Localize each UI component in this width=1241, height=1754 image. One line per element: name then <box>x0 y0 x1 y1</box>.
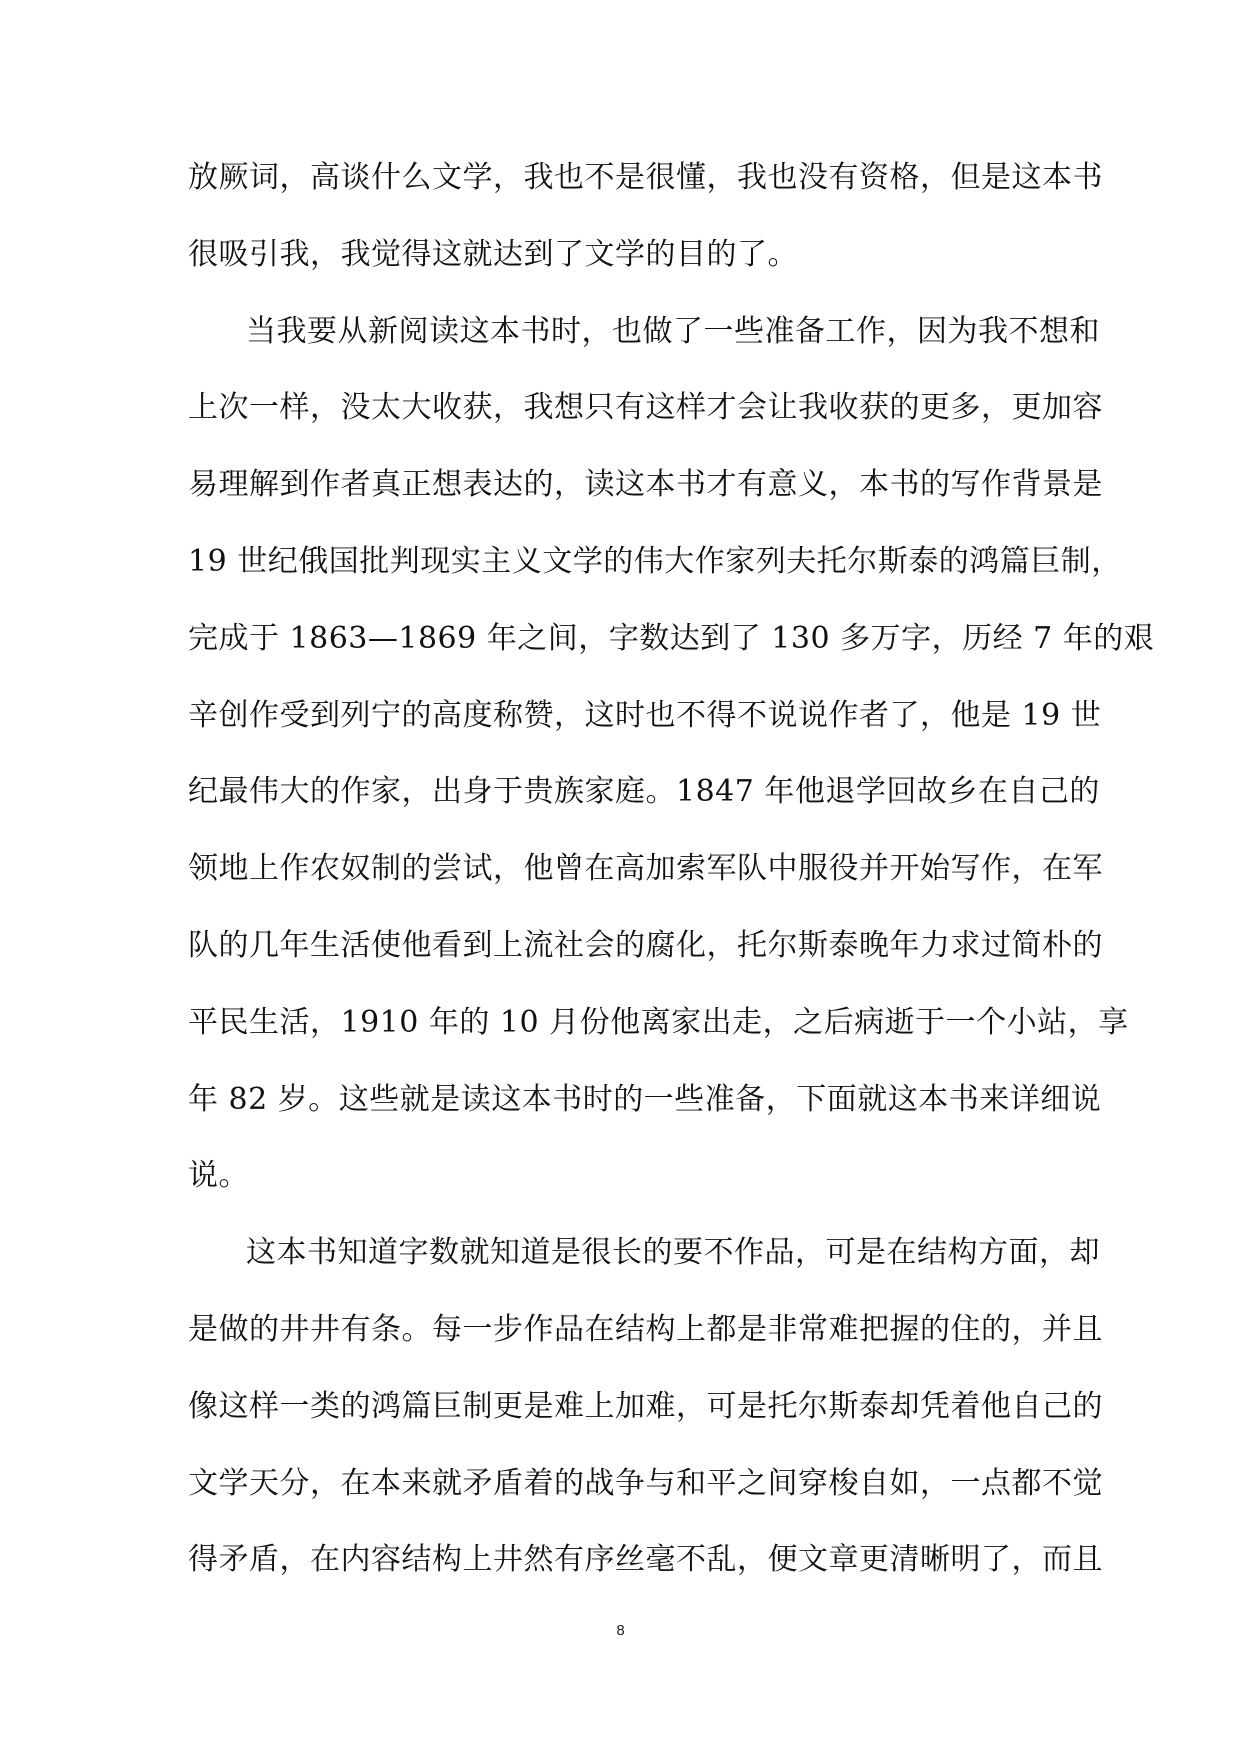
text-line: 平民生活，1910 年的 10 月份他离家出走，之后病逝于一个小站，享 <box>188 1004 1129 1040</box>
text-line: 是做的井井有条。每一步作品在结构上都是非常难把握的住的，并且 <box>188 1311 1103 1347</box>
text-line: 易理解到作者真正想表达的，读这本书才有意义，本书的写作背景是 <box>188 467 1103 503</box>
text-line: 纪最伟大的作家，出身于贵族家庭。1847 年他退学回故乡在自己的 <box>188 774 1100 810</box>
paragraph-first-line: 当我要从新阅读这本书时，也做了一些准备工作，因为我不想和 <box>246 313 1100 349</box>
text-line: 很吸引我，我觉得这就达到了文学的目的了。 <box>188 236 798 272</box>
text-line: 年 82 岁。这些就是读这本书时的一些准备，下面就这本书来详细说 <box>188 1081 1102 1117</box>
page-number: 8 <box>616 1622 625 1639</box>
text-line: 辛创作受到列宁的高度称赞，这时也不得不说说作者了，他是 19 世 <box>188 697 1102 733</box>
text-line: 队的几年生活使他看到上流社会的腐化，托尔斯泰晚年力求过简朴的 <box>188 927 1103 963</box>
body-text <box>188 140 1155 1599</box>
text-line: 19 世纪俄国批判现实主义文学的伟大作家列夫托尔斯泰的鸿篇巨制， <box>188 543 1122 579</box>
text-line: 说。 <box>188 1158 249 1194</box>
text-line: 文学天分，在本来就矛盾着的战争与和平之间穿梭自如，一点都不觉 <box>188 1465 1103 1501</box>
text-line: 完成于 1863—1869 年之间，字数达到了 130 多万字，历经 7 年的艰 <box>188 620 1155 656</box>
text-line: 放厥词，高谈什么文学，我也不是很懂，我也没有资格，但是这本书 <box>188 160 1103 195</box>
paragraph-first-line: 这本书知道字数就知道是很长的要不作品，可是在结构方面，却 <box>246 1235 1100 1271</box>
text-line: 领地上作农奴制的尝试，他曾在高加索军队中服役并开始写作，在军 <box>188 851 1103 887</box>
text-line: 上次一样，没太大收获，我想只有这样才会让我收获的更多，更加容 <box>188 390 1103 426</box>
text-line: 像这样一类的鸿篇巨制更是难上加难，可是托尔斯泰却凭着他自己的 <box>188 1388 1103 1424</box>
text-line: 得矛盾，在内容结构上井然有序丝毫不乱，便文章更清晰明了，而且 <box>188 1542 1103 1578</box>
